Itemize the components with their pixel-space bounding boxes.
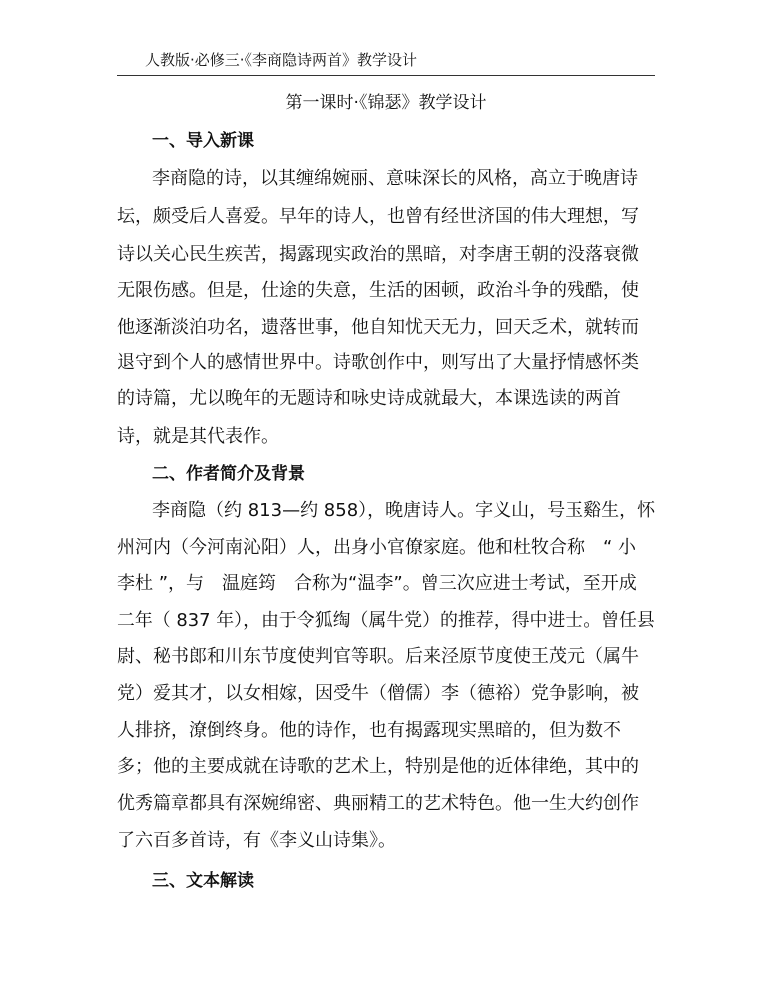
paragraph-line: 二年（ 837 年），由于令狐绹（属牛党）的推荐，得中进士。曾任县 xyxy=(117,610,655,631)
document-title: 第一课时·《锦瑟》教学设计 xyxy=(285,93,487,113)
section-heading-intro: 一、导入新课 xyxy=(152,131,254,151)
paragraph-line: 他逐渐淡泊功名，遗落世事，他自知忧天无力，回天乏术，就转而 xyxy=(117,317,639,338)
paragraph-line: 多；他的主要成就在诗歌的艺术上，特别是他的近体律绝，其中的 xyxy=(117,756,639,777)
section-heading-author: 二、作者简介及背景 xyxy=(152,464,305,484)
paragraph-line: 李杜 ”，与 温庭筠 合称为“温李”。曾三次应进士考试，至开成 xyxy=(117,573,637,594)
paragraph-line: 李商隐（约 813—约 858），晚唐诗人。字义山，号玉谿生，怀 xyxy=(152,500,656,521)
paragraph-line: 的诗篇，尤以晚年的无题诗和咏史诗成就最大，本课选读的两首 xyxy=(117,388,621,409)
paragraph-line: 优秀篇章都具有深婉绵密、典丽精工的艺术特色。他一生大约创作 xyxy=(117,793,639,814)
running-header: 人教版·必修三·《李商隐诗两首》教学设计 xyxy=(145,51,418,69)
paragraph-line: 诗以关心民生疾苦，揭露现实政治的黑暗，对李唐王朝的没落衰微 xyxy=(117,244,639,265)
paragraph-line: 李商隐的诗，以其缠绵婉丽、意味深长的风格，高立于晚唐诗 xyxy=(152,168,638,189)
paragraph-line: 退守到个人的感情世界中。诗歌创作中，则写出了大量抒情感怀类 xyxy=(117,352,639,373)
paragraph-line: 党）爱其才，以女相嫁，因受牛（僧儒）李（德裕）党争影响，被 xyxy=(117,683,639,704)
paragraph-line: 坛，颇受后人喜爱。早年的诗人，也曾有经世济国的伟大理想，写 xyxy=(117,206,639,227)
section-heading-text-reading: 三、文本解读 xyxy=(152,871,254,891)
paragraph-line: 诗，就是其代表作。 xyxy=(117,426,279,447)
paragraph-line: 了六百多首诗，有《李义山诗集》。 xyxy=(117,830,396,851)
paragraph-line: 无限伤感。但是，仕途的失意，生活的困顿，政治斗争的残酷，使 xyxy=(117,280,639,301)
paragraph-line: 尉、秘书郎和川东节度使判官等职。后来泾原节度使王茂元（属牛 xyxy=(117,646,639,667)
paragraph-line: 州河内（今河南沁阳）人，出身小官僚家庭。他和杜牧合称 “ 小 xyxy=(117,537,637,558)
paragraph-line: 人排挤，潦倒终身。他的诗作，也有揭露现实黑暗的，但为数不 xyxy=(117,720,621,741)
header-rule xyxy=(117,75,655,76)
